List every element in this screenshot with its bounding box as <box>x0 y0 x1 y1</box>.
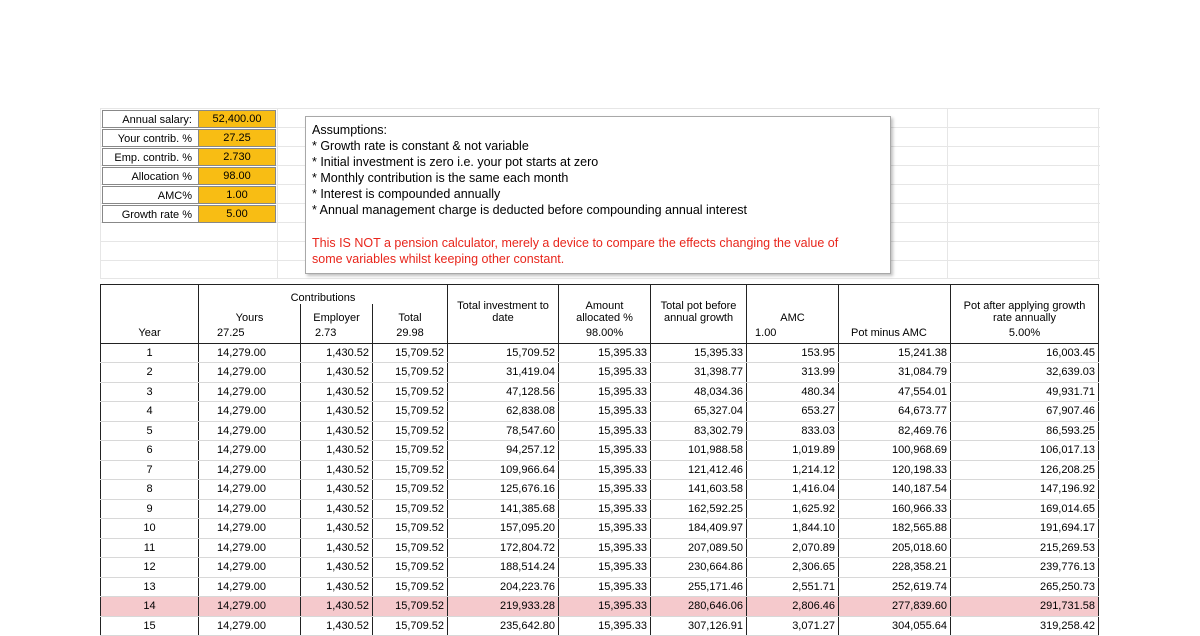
value-cell[interactable]: 48,034.36 <box>651 382 747 402</box>
value-cell[interactable]: 304,055.64 <box>839 616 951 636</box>
value-cell[interactable]: 15,395.33 <box>559 597 651 617</box>
value-cell[interactable]: 219,933.28 <box>448 597 559 617</box>
table-row <box>101 421 1099 441</box>
subheader-growth: 5.00% <box>951 324 1099 344</box>
value-cell[interactable]: 62,838.08 <box>448 402 559 422</box>
param-label: AMC% <box>102 186 198 204</box>
header-row <box>101 285 1099 305</box>
header-pot-after: Pot after applying growth rate annually <box>951 285 1099 324</box>
subheader-total: 29.98 <box>373 324 448 344</box>
value-cell[interactable]: 1,430.52 <box>301 421 373 441</box>
value-cell[interactable]: 14,279.00 <box>199 577 301 597</box>
value-cell[interactable]: 2,070.89 <box>747 538 839 558</box>
value-cell[interactable]: 1,430.52 <box>301 382 373 402</box>
value-cell[interactable]: 204,223.76 <box>448 577 559 597</box>
value-cell[interactable]: 64,673.77 <box>839 402 951 422</box>
value-cell[interactable]: 141,385.68 <box>448 499 559 519</box>
table-row <box>101 499 1099 519</box>
year-cell[interactable]: 2 <box>101 363 199 383</box>
value-cell[interactable]: 15,709.52 <box>373 402 448 422</box>
gridline <box>100 108 1100 109</box>
value-cell[interactable]: 31,398.77 <box>651 363 747 383</box>
param-row-emp-contrib <box>102 148 277 167</box>
value-cell[interactable]: 15,709.52 <box>373 480 448 500</box>
value-cell[interactable]: 106,017.13 <box>951 441 1099 461</box>
value-cell[interactable]: 182,565.88 <box>839 519 951 539</box>
value-cell[interactable]: 86,593.25 <box>951 421 1099 441</box>
value-cell[interactable]: 15,709.52 <box>373 538 448 558</box>
value-cell[interactable]: 141,603.58 <box>651 480 747 500</box>
year-cell[interactable]: 6 <box>101 441 199 461</box>
value-cell[interactable]: 255,171.46 <box>651 577 747 597</box>
value-cell[interactable]: 1,430.52 <box>301 402 373 422</box>
value-cell[interactable]: 15,395.33 <box>559 519 651 539</box>
value-cell[interactable]: 15,395.33 <box>559 538 651 558</box>
table-row <box>101 616 1099 636</box>
gridline <box>1098 108 1099 278</box>
header-cell <box>101 304 199 324</box>
header-cell <box>101 285 199 305</box>
gridline <box>277 108 278 278</box>
value-cell[interactable]: 1,416.04 <box>747 480 839 500</box>
value-cell[interactable]: 184,409.97 <box>651 519 747 539</box>
value-cell[interactable]: 120,198.33 <box>839 460 951 480</box>
subheader-yours: 27.25 <box>199 324 301 344</box>
header-amc: AMC <box>747 285 839 324</box>
table-row <box>101 343 1099 363</box>
contributions-header: Contributions <box>199 285 448 305</box>
value-cell[interactable]: 83,302.79 <box>651 421 747 441</box>
param-value-your-contrib[interactable]: 27.25 <box>198 129 276 147</box>
value-cell[interactable]: 15,395.33 <box>559 577 651 597</box>
year-cell[interactable]: 5 <box>101 421 199 441</box>
value-cell[interactable]: 67,907.46 <box>951 402 1099 422</box>
value-cell[interactable]: 169,014.65 <box>951 499 1099 519</box>
value-cell[interactable]: 101,988.58 <box>651 441 747 461</box>
value-cell[interactable]: 15,395.33 <box>559 499 651 519</box>
header-pot-minus-amc-label: Pot minus AMC <box>839 324 951 344</box>
param-row-your-contrib <box>102 129 277 148</box>
value-cell[interactable]: 15,241.38 <box>839 343 951 363</box>
value-cell[interactable]: 280,646.06 <box>651 597 747 617</box>
table-row <box>101 363 1099 383</box>
table-row <box>101 577 1099 597</box>
header-total: Total <box>373 304 448 324</box>
year-cell[interactable]: 10 <box>101 519 199 539</box>
header-yours: Yours <box>199 304 301 324</box>
header-year: Year <box>101 324 199 344</box>
param-row-amc <box>102 186 277 205</box>
value-cell[interactable]: 1,844.10 <box>747 519 839 539</box>
value-cell[interactable]: 14,279.00 <box>199 558 301 578</box>
value-cell[interactable]: 1,430.52 <box>301 343 373 363</box>
value-cell[interactable]: 2,306.65 <box>747 558 839 578</box>
value-cell[interactable]: 252,619.74 <box>839 577 951 597</box>
value-cell[interactable]: 191,694.17 <box>951 519 1099 539</box>
value-cell[interactable]: 14,279.00 <box>199 343 301 363</box>
value-cell[interactable]: 140,187.54 <box>839 480 951 500</box>
value-cell[interactable]: 2,551.71 <box>747 577 839 597</box>
value-cell[interactable]: 160,966.33 <box>839 499 951 519</box>
param-row-allocation <box>102 167 277 186</box>
value-cell[interactable]: 215,269.53 <box>951 538 1099 558</box>
value-cell[interactable]: 126,208.25 <box>951 460 1099 480</box>
value-cell[interactable]: 1,625.92 <box>747 499 839 519</box>
subheader-empty <box>448 324 559 344</box>
value-cell[interactable]: 1,430.52 <box>301 499 373 519</box>
value-cell[interactable]: 15,709.52 <box>373 577 448 597</box>
header-amount-allocated: Amount allocated % <box>559 285 651 324</box>
value-cell[interactable]: 15,709.52 <box>373 499 448 519</box>
value-cell[interactable]: 15,709.52 <box>373 441 448 461</box>
value-cell[interactable]: 14,279.00 <box>199 519 301 539</box>
value-cell[interactable]: 1,430.52 <box>301 538 373 558</box>
year-cell[interactable]: 15 <box>101 616 199 636</box>
subheader-empty <box>651 324 747 344</box>
value-cell[interactable]: 1,430.52 <box>301 441 373 461</box>
year-cell[interactable]: 1 <box>101 343 199 363</box>
disclaimer-text: This IS NOT a pension calculator, merely a device to compare the effects changing the value of <box>312 236 839 250</box>
value-cell[interactable]: 15,709.52 <box>373 382 448 402</box>
value-cell[interactable]: 307,126.91 <box>651 616 747 636</box>
gridline <box>100 278 1100 279</box>
table-row <box>101 460 1099 480</box>
value-cell[interactable]: 121,412.46 <box>651 460 747 480</box>
value-cell[interactable]: 14,279.00 <box>199 402 301 422</box>
value-cell[interactable]: 15,395.33 <box>559 343 651 363</box>
header-pot-before: Total pot before annual growth <box>651 285 747 324</box>
value-cell[interactable]: 49,931.71 <box>951 382 1099 402</box>
value-cell[interactable]: 15,709.52 <box>373 421 448 441</box>
param-value-growth[interactable]: 5.00 <box>198 205 276 223</box>
year-cell[interactable]: 14 <box>101 597 199 617</box>
value-cell[interactable]: 15,395.33 <box>559 480 651 500</box>
value-cell[interactable]: 82,469.76 <box>839 421 951 441</box>
param-label: Your contrib. % <box>102 129 198 147</box>
value-cell[interactable]: 109,966.64 <box>448 460 559 480</box>
value-cell[interactable]: 15,709.52 <box>373 519 448 539</box>
year-cell[interactable]: 13 <box>101 577 199 597</box>
value-cell[interactable]: 277,839.60 <box>839 597 951 617</box>
value-cell[interactable]: 162,592.25 <box>651 499 747 519</box>
value-cell[interactable]: 157,095.20 <box>448 519 559 539</box>
value-cell[interactable]: 14,279.00 <box>199 382 301 402</box>
subheader-amc: 1.00 <box>747 324 839 344</box>
value-cell[interactable]: 15,395.33 <box>559 382 651 402</box>
value-cell[interactable]: 1,430.52 <box>301 519 373 539</box>
value-cell[interactable]: 1,019.89 <box>747 441 839 461</box>
value-cell[interactable]: 94,257.12 <box>448 441 559 461</box>
value-cell[interactable]: 15,709.52 <box>373 343 448 363</box>
value-cell[interactable]: 15,709.52 <box>373 363 448 383</box>
value-cell[interactable]: 15,709.52 <box>373 616 448 636</box>
assumptions-title: Assumptions: <box>312 123 388 137</box>
year-cell[interactable]: 12 <box>101 558 199 578</box>
value-cell[interactable]: 15,709.52 <box>448 343 559 363</box>
value-cell[interactable]: 15,395.33 <box>559 402 651 422</box>
gridline <box>947 108 948 278</box>
value-cell[interactable]: 31,084.79 <box>839 363 951 383</box>
table-row <box>101 441 1099 461</box>
param-row-salary <box>102 110 277 129</box>
value-cell[interactable]: 14,279.00 <box>199 480 301 500</box>
param-value-salary[interactable]: 52,400.00 <box>198 110 276 128</box>
value-cell[interactable]: 47,128.56 <box>448 382 559 402</box>
value-cell[interactable]: 15,395.33 <box>559 421 651 441</box>
year-cell[interactable]: 3 <box>101 382 199 402</box>
value-cell[interactable]: 14,279.00 <box>199 499 301 519</box>
value-cell[interactable]: 14,279.00 <box>199 460 301 480</box>
table-row <box>101 519 1099 539</box>
value-cell[interactable]: 172,804.72 <box>448 538 559 558</box>
value-cell[interactable]: 205,018.60 <box>839 538 951 558</box>
value-cell[interactable]: 31,419.04 <box>448 363 559 383</box>
value-cell[interactable]: 480.34 <box>747 382 839 402</box>
value-cell[interactable]: 15,395.33 <box>559 363 651 383</box>
assumption-item: * Growth rate is constant & not variable <box>312 139 529 153</box>
value-cell[interactable]: 15,395.33 <box>559 616 651 636</box>
value-cell[interactable]: 14,279.00 <box>199 597 301 617</box>
value-cell[interactable]: 3,071.27 <box>747 616 839 636</box>
value-cell[interactable]: 15,395.33 <box>559 460 651 480</box>
value-cell[interactable]: 1,430.52 <box>301 363 373 383</box>
projection-table <box>100 284 1099 636</box>
value-cell[interactable]: 235,642.80 <box>448 616 559 636</box>
value-cell[interactable]: 291,731.58 <box>951 597 1099 617</box>
param-row-growth <box>102 205 277 224</box>
param-label: Growth rate % <box>102 205 198 223</box>
value-cell[interactable]: 207,089.50 <box>651 538 747 558</box>
table-row <box>101 480 1099 500</box>
value-cell[interactable]: 188,514.24 <box>448 558 559 578</box>
table-row <box>101 382 1099 402</box>
year-cell[interactable]: 7 <box>101 460 199 480</box>
value-cell[interactable]: 653.27 <box>747 402 839 422</box>
value-cell[interactable]: 14,279.00 <box>199 616 301 636</box>
value-cell[interactable]: 230,664.86 <box>651 558 747 578</box>
table-row <box>101 538 1099 558</box>
value-cell[interactable]: 32,639.03 <box>951 363 1099 383</box>
value-cell[interactable]: 14,279.00 <box>199 441 301 461</box>
header-pot-minus-amc <box>839 285 951 324</box>
value-cell[interactable]: 16,003.45 <box>951 343 1099 363</box>
value-cell[interactable]: 65,327.04 <box>651 402 747 422</box>
year-cell[interactable]: 9 <box>101 499 199 519</box>
param-value-amc[interactable]: 1.00 <box>198 186 276 204</box>
param-label: Allocation % <box>102 167 198 185</box>
value-cell[interactable]: 313.99 <box>747 363 839 383</box>
table-row <box>101 597 1099 617</box>
value-cell[interactable]: 1,430.52 <box>301 460 373 480</box>
value-cell[interactable]: 14,279.00 <box>199 421 301 441</box>
assumptions-box <box>305 116 891 274</box>
gridline <box>100 108 101 278</box>
value-cell[interactable]: 1,430.52 <box>301 577 373 597</box>
value-cell[interactable]: 147,196.92 <box>951 480 1099 500</box>
value-cell[interactable]: 15,395.33 <box>559 441 651 461</box>
value-cell[interactable]: 47,554.01 <box>839 382 951 402</box>
assumption-item: * Monthly contribution is the same each month <box>312 171 569 185</box>
year-cell[interactable]: 11 <box>101 538 199 558</box>
header-employer: Employer <box>301 304 373 324</box>
value-cell[interactable]: 153.95 <box>747 343 839 363</box>
value-cell[interactable]: 15,709.52 <box>373 558 448 578</box>
param-label: Emp. contrib. % <box>102 148 198 166</box>
value-cell[interactable]: 14,279.00 <box>199 538 301 558</box>
value-cell[interactable]: 14,279.00 <box>199 363 301 383</box>
value-cell[interactable]: 1,430.52 <box>301 616 373 636</box>
param-value-emp-contrib[interactable]: 2.730 <box>198 148 276 166</box>
year-cell[interactable]: 8 <box>101 480 199 500</box>
assumption-item: * Initial investment is zero i.e. your pot starts at zero <box>312 155 599 169</box>
year-cell[interactable]: 4 <box>101 402 199 422</box>
value-cell[interactable]: 1,214.12 <box>747 460 839 480</box>
value-cell[interactable]: 125,676.16 <box>448 480 559 500</box>
value-cell[interactable]: 1,430.52 <box>301 597 373 617</box>
value-cell[interactable]: 15,709.52 <box>373 597 448 617</box>
value-cell[interactable]: 1,430.52 <box>301 558 373 578</box>
table-row <box>101 558 1099 578</box>
assumption-item: * Annual management charge is deducted before compounding annual interest <box>312 203 748 217</box>
value-cell[interactable]: 15,709.52 <box>373 460 448 480</box>
value-cell[interactable]: 15,395.33 <box>651 343 747 363</box>
value-cell[interactable]: 239,776.13 <box>951 558 1099 578</box>
value-cell[interactable]: 1,430.52 <box>301 480 373 500</box>
header-total-investment: Total investment to date <box>448 285 559 324</box>
subheader-row <box>101 324 1099 344</box>
value-cell[interactable]: 78,547.60 <box>448 421 559 441</box>
table-body <box>101 343 1099 636</box>
value-cell[interactable]: 833.03 <box>747 421 839 441</box>
value-cell[interactable]: 265,250.73 <box>951 577 1099 597</box>
value-cell[interactable]: 100,968.69 <box>839 441 951 461</box>
subheader-allocated: 98.00% <box>559 324 651 344</box>
value-cell[interactable]: 319,258.42 <box>951 616 1099 636</box>
assumption-item: * Interest is compounded annually <box>312 187 501 201</box>
value-cell[interactable]: 2,806.46 <box>747 597 839 617</box>
subheader-employer: 2.73 <box>301 324 373 344</box>
value-cell[interactable]: 15,395.33 <box>559 558 651 578</box>
disclaimer-text: some variables whilst keeping other constant. <box>312 252 565 266</box>
param-value-allocation[interactable]: 98.00 <box>198 167 276 185</box>
table-row <box>101 402 1099 422</box>
param-label: Annual salary: <box>102 110 198 128</box>
value-cell[interactable]: 228,358.21 <box>839 558 951 578</box>
